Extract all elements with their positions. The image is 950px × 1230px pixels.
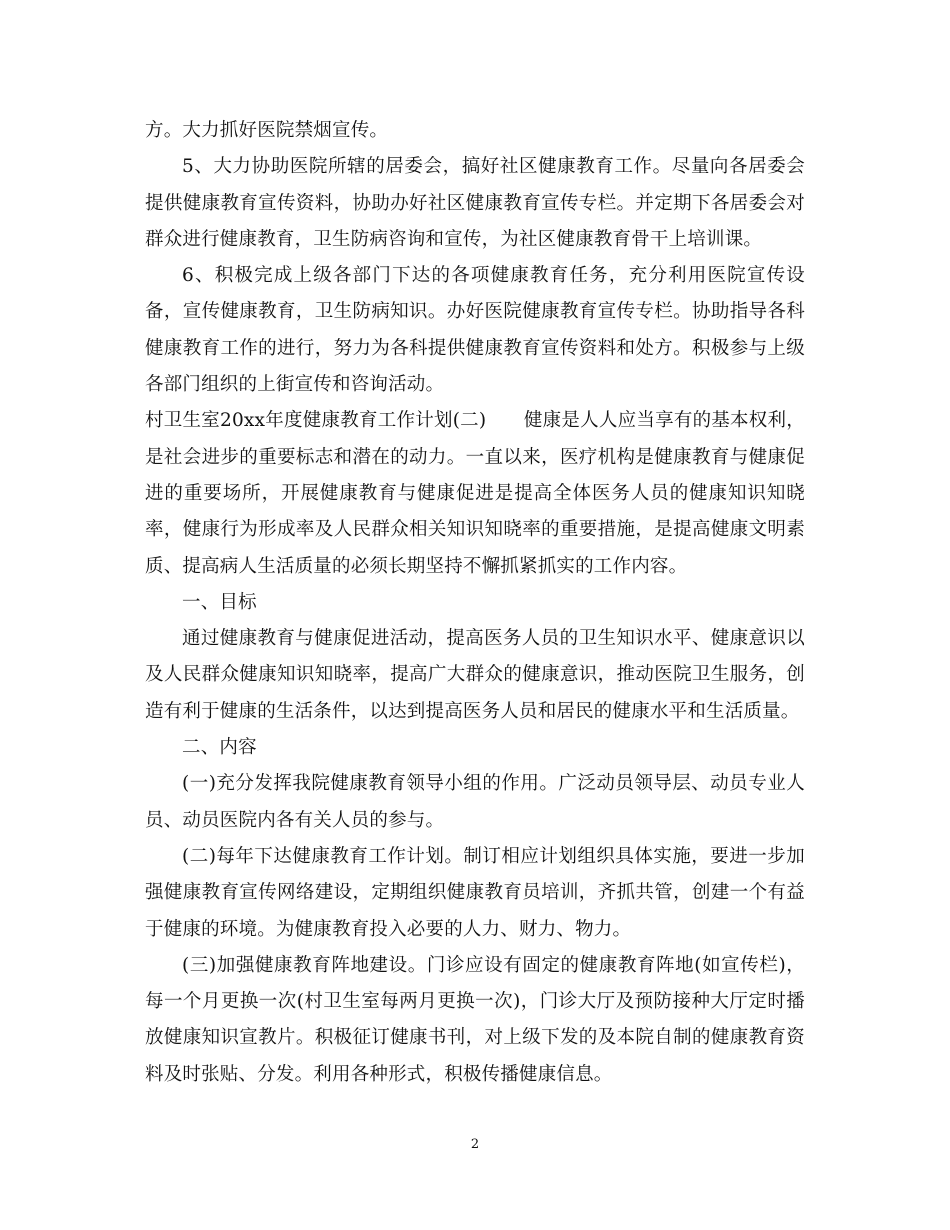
paragraph: (一)充分发挥我院健康教育领导小组的作用。广泛动员领导层、动员专业人员、动员医院内各有关人员的参与。 bbox=[145, 773, 805, 831]
paragraph: 方。大力抓好医院禁烟宣传。 bbox=[145, 120, 389, 141]
document-body bbox=[145, 113, 805, 1093]
paragraph: (二)每年下达健康教育工作计划。制订相应计划组织具体实施，要进一步加强健康教育宣传网络建设，定期组织健康教育员培训，齐抓共管，创建一个有益于健康的环境。为健康教育投入必要的人力、财力、物力。 bbox=[145, 845, 805, 940]
section-heading-paragraph: 村卫生室20xx年度健康教育工作计划(二) 健康是人人应当享有的基本权利，是社会进步的重要标志和潜在的动力。一直以来，医疗机构是健康教育与健康促进的重要场所，开展健康教育与健康促进是提高全体医务人员的健康知识知晓率，健康行为形成率及人民群众相关知识知晓率的重要措施，是提高健康文明素质、提高病人生活质量的必须长期坚持不懈抓紧抓实的工作内容。 bbox=[145, 410, 805, 577]
paragraph: 通过健康教育与健康促进活动，提高医务人员的卫生知识水平、健康意识以及人民群众健康知识知晓率，提高广大群众的健康意识，推动医院卫生服务，创造有利于健康的生活条件，以达到提高医务人员和居民的健康水平和生活质量。 bbox=[145, 628, 805, 722]
page-number: 2 bbox=[470, 1137, 480, 1152]
paragraph: 5、大力协助医院所辖的居委会，搞好社区健康教育工作。尽量向各居委会提供健康教育宣传资料，协助办好社区健康教育宣传专栏。并定期下各居委会对群众进行健康教育，卫生防病咨询和宣传，为社区健康教育骨干上培训课。 bbox=[145, 156, 805, 250]
heading-goal: 一、目标 bbox=[182, 591, 257, 613]
paragraph: (三)加强健康教育阵地建设。门诊应设有固定的健康教育阵地(如宣传栏)，每一个月更换一次(村卫生室每两月更换一次)，门诊大厅及预防接种大厅定时播放健康知识宣教片。积极征订健康书刊，对上级下发的及本院自制的健康教育资料及时张贴、分发。利用各种形式，积极传播健康信息。 bbox=[145, 954, 805, 1085]
paragraph: 6、积极完成上级各部门下达的各项健康教育任务，充分利用医院宣传设备，宣传健康教育，卫生防病知识。办好医院健康教育宣传专栏。协助指导各科健康教育工作的进行，努力为各科提供健康教育宣传资料和处方。积极参与上级各部门组织的上街宣传和咨询活动。 bbox=[145, 265, 805, 396]
heading-content: 二、内容 bbox=[182, 737, 257, 759]
